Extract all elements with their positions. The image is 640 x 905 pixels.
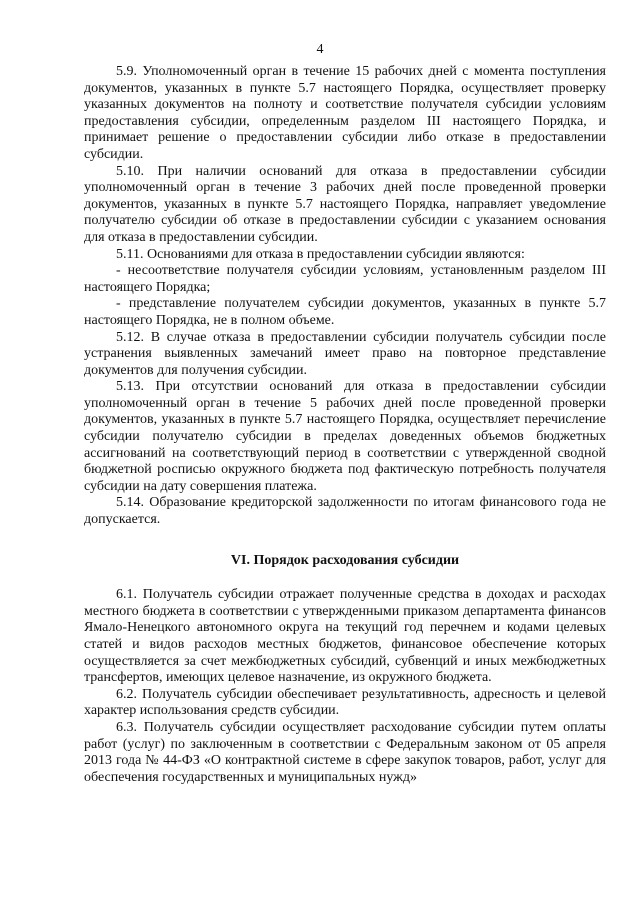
page-number: 4 <box>316 42 324 57</box>
list-item-reason-1: - несоответствие получателя субсидии условиям, установленным разделом III настоящего Порядка; <box>84 263 606 295</box>
paragraph-6-3: 6.3. Получатель субсидии осуществляет расходование субсидии путем оплаты работ (услуг) по заключенным в соответствии с Федеральным законом от 05 апреля 2013 года № 44-ФЗ «О контрактной системе в сфере закупок товаров, работ, услуг для обеспечения государственных и муниципальных нужд» <box>84 719 606 785</box>
paragraph-5-13: 5.13. При отсутствии оснований для отказа в предоставлении субсидии уполномоченный орган в течение 5 рабочих дней после проведенной проверки документов, указанных в пункте 5.7 настоящего Порядка, осуществляет перечисление субсидии получателю субсидии в пределах доведенных объемов бюджетных ассигнований на соответствующий период в соответствии с утвержденной сводной бюджетной росписью окружного бюджета под фактическую потребность получателя субсидии на дату совершения платежа. <box>84 379 606 494</box>
paragraph-6-2: 6.2. Получатель субсидии обеспечивает результативность, адресность и целевой характер использования средств субсидии. <box>84 686 606 719</box>
paragraph-5-11: 5.11. Основаниями для отказа в предоставлении субсидии являются: <box>116 246 525 262</box>
paragraph-6-1: 6.1. Получатель субсидии отражает полученные средства в доходах и расходах местного бюджета в соответствии с утвержденными приказом департамента финансов Ямало-Ненецкого автономного округа на текущий год перечнем и кодами целевых статей и видов расходов местных бюджетов, финансовое обеспечение которых осуществляется за счет межбюджетных субсидий, субвенций и иных межбюджетных трансфертов, имеющих целевое назначение, из окружного бюджета. <box>84 587 606 686</box>
paragraph-5-12: 5.12. В случае отказа в предоставлении субсидии получатель субсидии после устранения выявленных замечаний имеет право на повторное представление документов для получения субсидии. <box>84 329 606 378</box>
section-spacer <box>84 529 606 553</box>
document-body <box>84 64 606 786</box>
section-heading: VI. Порядок расходования субсидии <box>230 552 460 568</box>
paragraph-5-9: 5.9. Уполномоченный орган в течение 15 рабочих дней с момента поступления документов, указанных в пункте 5.7 настоящего Порядка, осуществляет проверку указанных документов на полноту и соответствие получателя субсидии условиям предоставления субсидии, определенным разделом III настоящего Порядка, и принимает решение о предоставлении субсидии либо отказе в предоставлении субсидии. <box>84 64 606 162</box>
paragraph-5-10: 5.10. При наличии оснований для отказа в предоставлении субсидии уполномоченный орган в течение 3 рабочих дней после проведенной проверки документов, указанных в пункте 5.7 настоящего Порядка, направляет уведомление получателю субсидии об отказе в предоставлении субсидии с указанием основания для отказа в предоставлении субсидии. <box>84 163 606 245</box>
list-item-reason-2: - представление получателем субсидии документов, указанных в пункте 5.7 настоящего Порядка, не в полном объеме. <box>84 296 606 328</box>
paragraph-5-14: 5.14. Образование кредиторской задолженности по итогам финансового года не допускается. <box>84 495 606 528</box>
